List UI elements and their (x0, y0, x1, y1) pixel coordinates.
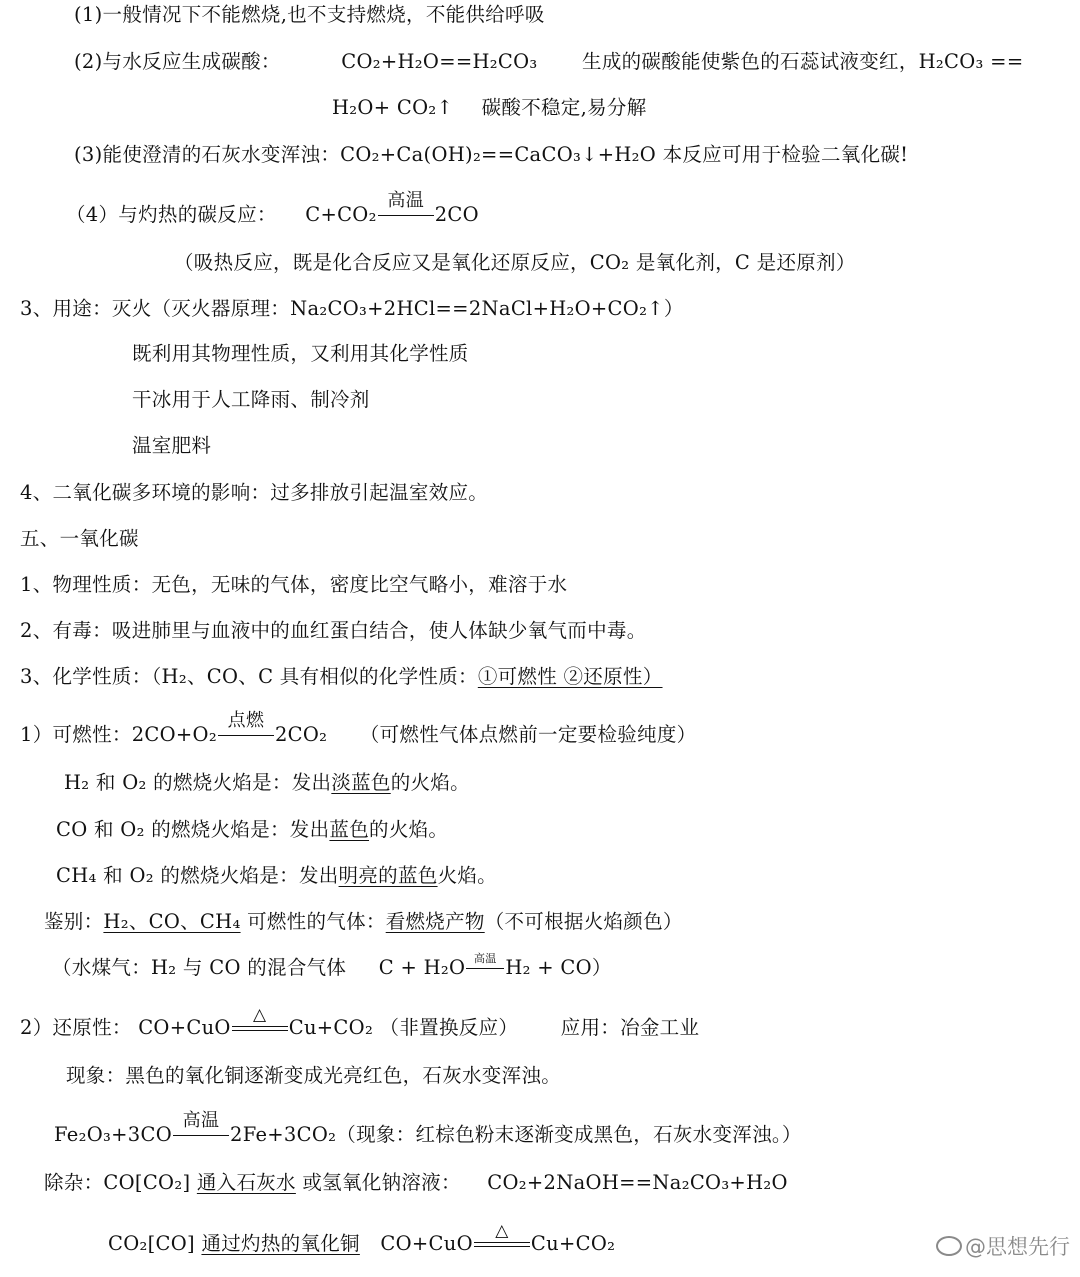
text: 3、化学性质：（H₂、CO、C 具有相似的化学性质： (20, 665, 478, 688)
line-water-gas (52, 952, 612, 981)
heat-triangle-icon: △ (253, 1005, 267, 1025)
text: 应用：冶金工业 (560, 1016, 700, 1039)
reaction-arrow-line (173, 1135, 229, 1136)
reaction-condition (232, 1005, 288, 1041)
equation-right: Cu+CO₂ （非置换反应） (288, 1016, 519, 1039)
line-uses-properties: 既利用其物理性质，又利用其化学性质 (132, 342, 469, 365)
equation-left: 2）还原性： CO+CuO (20, 1016, 231, 1039)
text: 除杂：CO[CO₂] (44, 1171, 191, 1194)
equation: H₂O+ CO₂↑ (332, 96, 454, 119)
underlined-text: ①可燃性 ②还原性） (477, 665, 663, 688)
underlined-text: 通过灼热的氧化铜 (201, 1232, 360, 1255)
equation-right: 2CO (434, 203, 479, 226)
equation-left: 1）可燃性：2CO+O₂ (20, 723, 217, 746)
reaction-arrow-line (378, 215, 434, 216)
reaction-condition (466, 952, 504, 981)
underlined-text: 蓝色 (329, 818, 370, 841)
equation-left: C + H₂O (378, 956, 466, 979)
line-co-physical: 1、物理性质：无色，无味的气体，密度比空气略小，难溶于水 (20, 573, 568, 596)
underlined-text: H₂、CO、CH₄ (103, 910, 241, 933)
reaction-condition (173, 1110, 229, 1148)
condition-label: 高温 (474, 952, 497, 965)
text: （4）与灼热的碳反应： (66, 203, 277, 226)
watermark (936, 1231, 1070, 1261)
line-uses-dryice: 干冰用于人工降雨、制冷剂 (132, 388, 370, 411)
equation-carbonic-acid: CO₂+H₂O==H₂CO₃ (341, 50, 538, 73)
line-ch4-flame (56, 863, 497, 889)
weibo-eye-icon (936, 1236, 962, 1256)
text: 生成的碳酸能使紫色的石蕊试液变红，H₂CO₃ == (582, 50, 1024, 73)
line-combustibility (20, 710, 697, 748)
line-uses-greenhouse: 温室肥料 (132, 434, 212, 457)
reaction-arrow-line (466, 968, 504, 969)
line-purify-co (44, 1170, 788, 1196)
reaction-arrow-line (218, 735, 274, 736)
text: （不可根据火焰颜色） (484, 910, 683, 933)
line-uses-fire: 3、用途：灭火（灭火器原理：Na₂CO₃+2HCl==2NaCl+H₂O+CO₂↑） (20, 297, 684, 320)
line-limewater: (3)能使澄清的石灰水变浑浊：CO₂+Ca(OH)₂==CaCO₃↓+H₂O 本反应可用于检验二氧化碳! (74, 143, 909, 166)
line-carbon-reaction (66, 190, 479, 228)
reaction-condition (378, 190, 434, 228)
reaction-arrow-line (232, 1030, 288, 1031)
reaction-arrow-line (474, 1242, 530, 1243)
text: 碳酸不稳定,易分解 (481, 96, 647, 119)
equation: CO₂+2NaOH==Na₂CO₃+H₂O (487, 1171, 788, 1194)
equation-left: Fe₂O₃+3CO (54, 1123, 172, 1146)
text: 可燃性的气体： (240, 910, 386, 933)
underlined-text: 淡蓝色 (331, 771, 391, 794)
line-environment: 4、二氧化碳多环境的影响：过多排放引起温室效应。 (20, 481, 489, 504)
line-identification (44, 909, 683, 935)
text: 的火焰。 (390, 771, 470, 794)
reaction-condition (474, 1221, 530, 1257)
line-purify-co2 (108, 1221, 616, 1257)
watermark-text: @思想先行 (965, 1235, 1070, 1259)
line-h2-flame (64, 770, 470, 796)
text: CO₂[CO] (108, 1232, 195, 1255)
condition-label: 高温 (387, 190, 424, 211)
line-endothermic-note: （吸热反应，既是化合反应又是氧化还原反应，CO₂ 是氧化剂，C 是还原剂） (174, 251, 856, 274)
equation-left: C+CO₂ (305, 203, 377, 226)
condition-label: 高温 (182, 1110, 220, 1131)
text: H₂ 和 O₂ 的燃烧火焰是：发出 (64, 771, 332, 794)
text: 火焰。 (437, 864, 497, 887)
underlined-text: 看燃烧产物 (385, 910, 485, 933)
line-reducibility (20, 1005, 700, 1041)
line-co-flame (56, 817, 448, 843)
text: 的火焰。 (369, 818, 449, 841)
equation-right: H₂ + CO） (505, 956, 612, 979)
line-phenomenon: 现象：黑色的氧化铜逐渐变成光亮红色，石灰水变浑浊。 (66, 1064, 562, 1087)
line-co2-water (74, 49, 1023, 75)
text: (2)与水反应生成碳酸： (74, 50, 281, 73)
heat-triangle-icon: △ (495, 1221, 509, 1241)
text: 或氢氧化钠溶液： (295, 1171, 461, 1194)
underlined-text: 明亮的蓝色 (338, 864, 438, 887)
line-co-toxic: 2、有毒：吸进肺里与血液中的血红蛋白结合，使人体缺少氧气而中毒。 (20, 619, 647, 642)
equation-left: CO+CuO (380, 1232, 473, 1255)
text: （水煤气：H₂ 与 CO 的混合气体 (52, 956, 347, 979)
underlined-text: 通入石灰水 (196, 1171, 296, 1194)
text: 鉴别： (44, 910, 104, 933)
reaction-arrow-line (232, 1026, 288, 1027)
reaction-arrow-line (474, 1246, 530, 1247)
line-iron-reduction (54, 1110, 802, 1148)
note: （可燃性气体点燃前一定要检验纯度） (359, 723, 697, 746)
text: CH₄ 和 O₂ 的燃烧火焰是：发出 (56, 864, 339, 887)
reaction-condition (218, 710, 274, 748)
equation-right: 2Fe+3CO₂（现象：红棕色粉末逐渐变成黑色，石灰水变浑浊。） (229, 1123, 802, 1146)
line-co-chemical (20, 664, 663, 690)
line-carbonic-decompose (332, 95, 647, 121)
section-heading-co: 五、一氧化碳 (20, 527, 139, 550)
text: CO 和 O₂ 的燃烧火焰是：发出 (56, 818, 330, 841)
condition-label: 点燃 (227, 710, 265, 731)
line-co2-nonflammable: (1)一般情况下不能燃烧,也不支持燃烧，不能供给呼吸 (74, 3, 545, 26)
equation-right: Cu+CO₂ (530, 1232, 616, 1255)
equation-right: 2CO₂ (274, 723, 328, 746)
